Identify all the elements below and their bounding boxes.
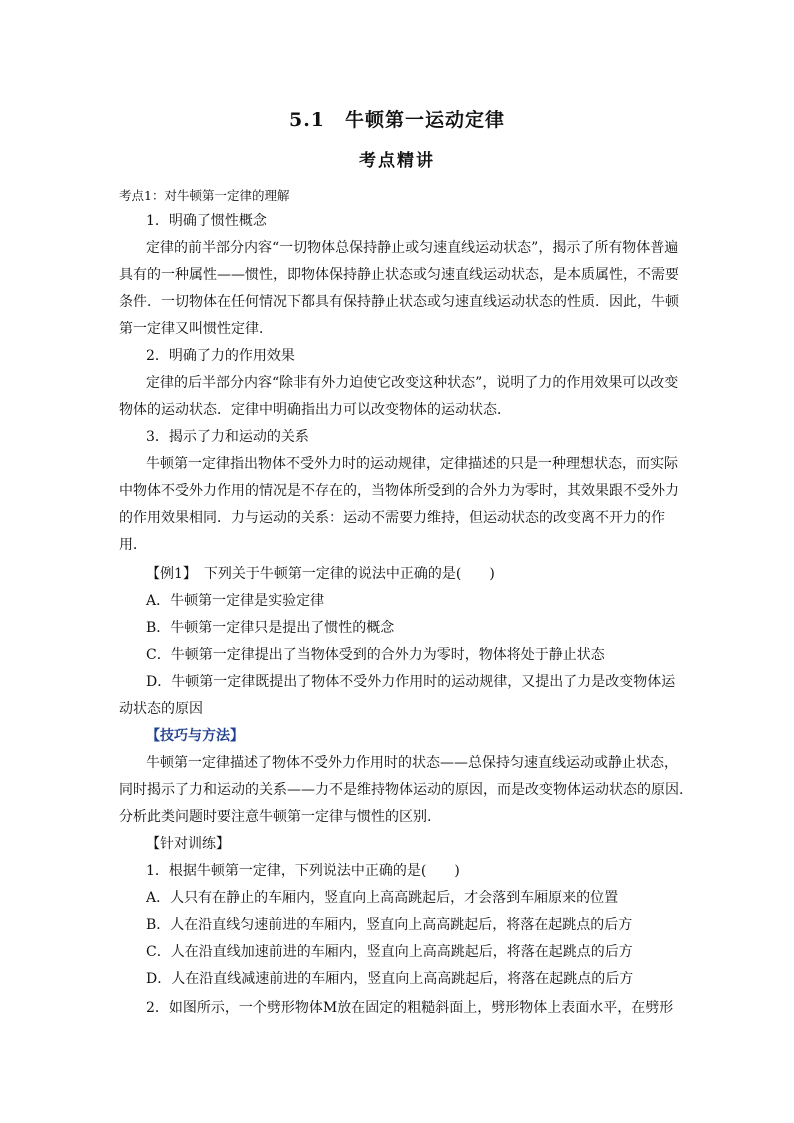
paragraph-line: 同时揭示了力和运动的关系——力不是维持物体运动的原因，而是改变物体运动状态的原因. [119, 782, 684, 798]
paragraph-line: 条件．一切物体在任何情况下都具有保持静止状态或匀速直线运动状态的性质．因此，牛顿 [119, 294, 679, 310]
paragraph-line: 物体的运动状态．定律中明确指出力可以改变物体的运动状态． [119, 402, 511, 418]
skill-heading: 【技巧与方法】 [146, 728, 244, 744]
subsection-heading: 3．揭示了力和运动的关系 [146, 429, 309, 445]
paragraph-line: 牛顿第一定律指出物体不受外力时的运动规律，定律描述的只是一种理想状态，而实际 [146, 456, 678, 472]
page-subtitle: 考点精讲 [359, 151, 435, 171]
paragraph-line: 的作用效果相同．力与运动的关系：运动不需要力维持，但运动状态的改变离不开力的作 [119, 510, 665, 526]
paragraph-line: 用． [119, 537, 147, 553]
section-heading: 考点1：对牛顿第一定律的理解 [119, 188, 290, 203]
question-option: C．人在沿直线加速前进的车厢内，竖直向上高高跳起后，将落在起跳点的后方 [146, 944, 633, 960]
question-option: A．人只有在静止的车厢内，竖直向上高高跳起后，才会落到车厢原来的位置 [146, 890, 619, 906]
subsection-heading: 1．明确了惯性概念 [146, 213, 267, 229]
paragraph-line: 第一定律又叫惯性定律． [119, 321, 273, 337]
example-option-continued: 动状态的原因 [119, 701, 203, 717]
paragraph-line: 中物体不受外力作用的情况是不存在的，当物体所受到的合外力为零时，其效果跟不受外力 [119, 483, 679, 499]
example-option: C．牛顿第一定律提出了当物体受到的合外力为零时，物体将处于静止状态 [146, 647, 605, 663]
question-stem: 2．如图所示，一个劈形物体M放在固定的粗糙斜面上，劈形物体上表面水平，在劈形 [146, 1000, 674, 1016]
example-option: A．牛顿第一定律是实验定律 [146, 593, 325, 609]
paragraph-line: 牛顿第一定律描述了物体不受外力作用时的状态——总保持匀速直线运动或静止状态， [146, 755, 678, 771]
example-option: B．牛顿第一定律只是提出了惯性的概念 [146, 620, 395, 636]
page-title: 5.1 牛顿第一运动定律 [288, 109, 506, 131]
paragraph-line: 定律的后半部分内容“除非有外力迫使它改变这种状态”，说明了力的作用效果可以改变 [146, 375, 679, 391]
paragraph-line: 分析此类问题时要注意牛顿第一定律与惯性的区别. [119, 809, 432, 825]
question-option: B．人在沿直线匀速前进的车厢内，竖直向上高高跳起后，将落在起跳点的后方 [146, 917, 633, 933]
paragraph-line: 具有的一种属性——惯性，即物体保持静止状态或匀速直线运动状态，是本质属性，不需要 [119, 267, 679, 283]
paragraph-line: 定律的前半部分内容“一切物体总保持静止或匀速直线运动状态”，揭示了所有物体普遍 [146, 240, 679, 256]
practice-heading: 【针对训练】 [146, 836, 230, 852]
subsection-heading: 2．明确了力的作用效果 [146, 348, 295, 364]
question-option: D．人在沿直线减速前进的车厢内，竖直向上高高跳起后，将落在起跳点的后方 [146, 971, 634, 987]
example-stem: 【例1】 下列关于牛顿第一定律的说法中正确的是( ) [146, 566, 495, 582]
example-option: D．牛顿第一定律既提出了物体不受外力作用时的运动规律，又提出了力是改变物体运 [146, 674, 676, 690]
question-stem: 1．根据牛顿第一定律，下列说法中正确的是( ) [146, 863, 460, 879]
